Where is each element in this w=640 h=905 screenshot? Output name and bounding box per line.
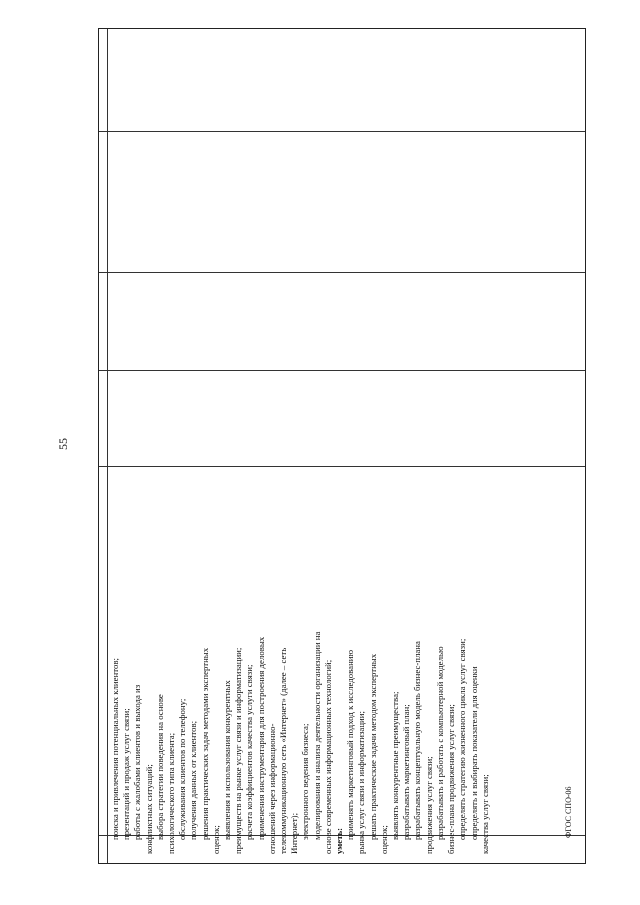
- column-divider: [107, 29, 108, 863]
- content-line-text: электронного ведения бизнеса;: [300, 723, 311, 840]
- content-line-text: Интернет);: [289, 812, 300, 854]
- content-line-text: уметь:: [334, 827, 345, 854]
- content-line: [412, 476, 423, 854]
- content-line: [177, 476, 188, 854]
- content-line: [379, 476, 390, 854]
- content-line-text: получения данных от клиентов;: [188, 720, 199, 840]
- content-line: [424, 476, 435, 854]
- content-line: [401, 476, 412, 854]
- content-line: [211, 476, 222, 854]
- content-line: [222, 476, 233, 854]
- content-line: [312, 476, 323, 854]
- content-line-text: качества услуг связи;: [479, 774, 490, 854]
- row-divider-1: [99, 131, 585, 132]
- content-line-text: применять маркетинговый подход к исследованию: [345, 649, 356, 840]
- content-line: [446, 476, 457, 854]
- content-line: [267, 476, 278, 854]
- content-line-text: конфликтных ситуаций;: [143, 764, 154, 854]
- content-line: [256, 476, 267, 854]
- content-line-text: выбора стратегии поведения на основе: [154, 694, 165, 840]
- content-line-text: выявлять конкурентные преимущества;: [390, 691, 401, 840]
- content-line: [121, 476, 132, 854]
- content-line: [155, 476, 166, 854]
- content-line-text: бизнес-плана продвижения услуг связи;: [446, 704, 457, 854]
- content-line: [345, 476, 356, 854]
- content-line: [356, 476, 367, 854]
- content-line-text: отношений через информационно-: [266, 723, 277, 854]
- content-line: [278, 476, 289, 854]
- content-line-text: разрабатывать концептуальную модель бизнес-плана: [412, 641, 423, 840]
- content-line-text: продвижения услуг связи;: [423, 756, 434, 854]
- content-line-text: основе современных информационных технологий;: [322, 659, 333, 854]
- content-line-text: обслуживания клиентов по телефону;: [177, 698, 188, 840]
- content-line: [188, 476, 199, 854]
- content-line: [110, 476, 121, 854]
- content-line-text: телекоммуникационную сеть «Интернет» (далее – сеть: [278, 647, 289, 854]
- content-line: [469, 476, 480, 854]
- competency-cell-text: [110, 476, 570, 854]
- content-line: [323, 476, 334, 854]
- row-divider-3: [99, 370, 585, 371]
- content-line-text: работы с жалобами клиентов и выхода из: [132, 684, 143, 840]
- content-line-text: психологического типа клиента;: [166, 732, 177, 854]
- footer-code: ФГОС СПО-06: [564, 786, 573, 838]
- content-line: [289, 476, 300, 854]
- content-line-text: преимуществ на рынке услуг связи и информатизации;: [233, 647, 244, 854]
- content-line: [435, 476, 446, 854]
- content-line: [132, 476, 143, 854]
- content-line-text: оценок;: [378, 825, 389, 854]
- page-number: 55: [56, 438, 70, 450]
- content-line-text: разрабатывать и работать с компьютерной моделью: [434, 646, 445, 840]
- content-line: [233, 476, 244, 854]
- content-line-text: рынка услуг связи и информатизации;: [356, 711, 367, 854]
- content-line: [200, 476, 211, 854]
- content-line: [480, 476, 491, 854]
- content-line: [244, 476, 255, 854]
- content-line-text: моделирования и анализа деятельности организации на: [311, 631, 322, 840]
- content-line: [166, 476, 177, 854]
- content-line: [300, 476, 311, 854]
- content-line: [368, 476, 379, 854]
- content-line-text: оценок;: [210, 825, 221, 854]
- content-line-text: поиска и привлечения потенциальных клиентов;: [110, 658, 120, 840]
- content-line-text: расчета коэффициентов качества услуги связи;: [244, 664, 255, 840]
- content-line-text: решать практические задачи методом экспертных: [367, 653, 378, 840]
- content-line-text: разрабатывать маркетинговый план;: [401, 704, 412, 840]
- row-divider-4: [99, 466, 585, 467]
- content-line: [334, 476, 345, 854]
- content-line-text: презентаций и продаж услуг связи;: [121, 708, 132, 840]
- content-line-text: выявления и использования конкурентных: [222, 680, 233, 840]
- content-line: [144, 476, 155, 854]
- content-line-text: применения инструментария для построения деловых: [255, 636, 266, 840]
- content-line-text: определять и выбирать показатели для оценки: [468, 666, 479, 840]
- content-line-text: решения практических задач методами экспертных: [199, 647, 210, 840]
- content-line: [390, 476, 401, 854]
- content-line-text: определять стратегию жизненного цикла услуг связи;: [457, 638, 468, 840]
- content-line: [457, 476, 468, 854]
- row-divider-2: [99, 272, 585, 273]
